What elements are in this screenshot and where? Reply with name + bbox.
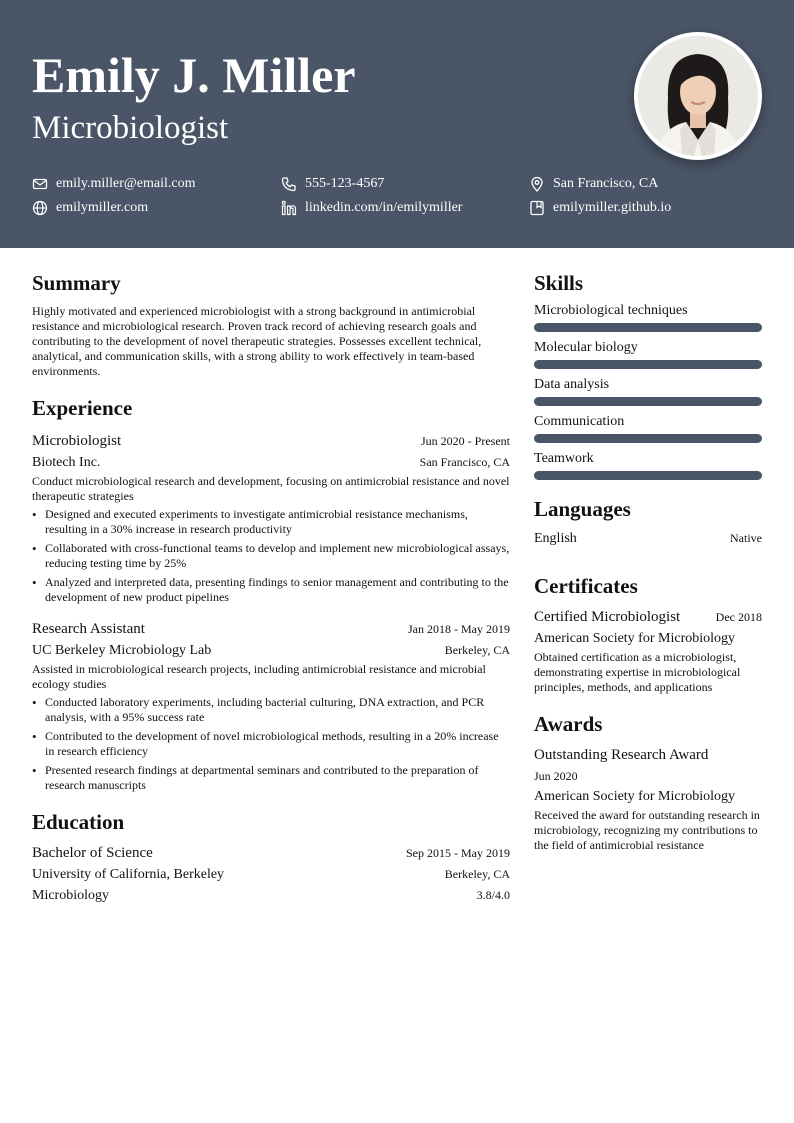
- skill-name: Molecular biology: [534, 340, 638, 355]
- language-name: English: [534, 531, 577, 546]
- side-column: [534, 266, 762, 853]
- github-text: emilymiller.github.io: [553, 200, 672, 215]
- contact-location: [529, 175, 658, 193]
- job-description: Assisted in microbiological research projects, including antimicrobial resistance and microbial ecology studies: [32, 662, 486, 691]
- job-title: Microbiologist: [32, 110, 229, 146]
- gpa: 3.8/4.0: [476, 888, 510, 902]
- skills-list: [534, 301, 762, 480]
- skill-name: Microbiological techniques: [534, 303, 688, 318]
- certificates-section: [534, 569, 762, 695]
- job-location: San Francisco, CA: [419, 455, 510, 469]
- location-pin-icon: [529, 176, 545, 192]
- list-item: • Presented research findings at departmental seminars and contributed to the preparation of research manuscripts: [32, 763, 510, 793]
- certificates-heading: Certificates: [534, 574, 638, 598]
- job-entry: [32, 431, 510, 605]
- job-company: UC Berkeley Microbiology Lab: [32, 643, 212, 658]
- certificate-issuer: American Society for Microbiology: [534, 631, 736, 646]
- contact-phone[interactable]: [281, 175, 384, 193]
- main-column: [32, 266, 510, 906]
- skills-heading: Skills: [534, 271, 584, 295]
- degree: Bachelor of Science: [32, 845, 153, 861]
- certificate-name: Certified Microbiologist: [534, 609, 681, 625]
- contact-linkedin[interactable]: [281, 199, 462, 217]
- summary-section: [32, 266, 510, 379]
- job-dates: Jun 2020 - Present: [421, 434, 510, 448]
- education-heading: Education: [32, 810, 125, 834]
- school-location: Berkeley, CA: [444, 867, 510, 881]
- major: Microbiology: [32, 888, 109, 903]
- school-name: University of California, Berkeley: [32, 867, 225, 882]
- phone-icon: [281, 176, 297, 192]
- list-item: • Analyzed and interpreted data, presenting findings to senior management and contributing to the development of new product pipelines: [32, 575, 510, 605]
- award-name: Outstanding Research Award: [534, 747, 709, 763]
- contact-github[interactable]: [529, 199, 671, 217]
- contact-email[interactable]: [32, 175, 196, 193]
- skill-name: Teamwork: [534, 451, 594, 466]
- profile-photo: [634, 32, 762, 160]
- job-title: Research Assistant: [32, 621, 145, 637]
- job-entry: [32, 619, 510, 793]
- summary-text: Highly motivated and experienced microbiologist with a strong background in antimicrobial resistance and microbiological research. Proven track record of achieving research goals and contributing to the development of novel therapeutic strategies. Possesses excellent technical, analytical, and communication skills, with a strong ability to work effectively in team-based environments.: [32, 304, 482, 378]
- skill-name: Data analysis: [534, 377, 610, 392]
- skill-bar: [534, 323, 762, 332]
- job-title: Microbiologist: [32, 433, 122, 449]
- candidate-name: Emily J. Miller: [32, 47, 356, 103]
- languages-section: [534, 492, 762, 549]
- globe-icon: [32, 200, 48, 216]
- job-company: Biotech Inc.: [32, 455, 101, 470]
- job-bullets: [32, 695, 510, 793]
- list-item: • Collaborated with cross-functional teams to develop and implement new microbiological assays, reducing testing time by 25%: [32, 541, 510, 571]
- languages-heading: Languages: [534, 497, 631, 521]
- job-description: Conduct microbiological research and development, focusing on antimicrobial resistance and novel therapeutic strategies: [32, 474, 510, 503]
- resume-header: [0, 0, 794, 248]
- experience-section: [32, 391, 510, 793]
- education-dates: Sep 2015 - May 2019: [406, 846, 510, 860]
- awards-heading: Awards: [534, 712, 603, 736]
- award-date: Jun 2020: [534, 769, 578, 783]
- skill-bar: [534, 471, 762, 480]
- award-description: Received the award for outstanding research in microbiology, recognizing my contributions to the field of antimicrobial resistance: [534, 808, 760, 852]
- list-item: • Contributed to the development of novel microbiological methods, resulting in a 20% increase in research efficiency: [32, 729, 510, 759]
- contact-website[interactable]: [32, 199, 148, 217]
- location-text: San Francisco, CA: [553, 176, 659, 191]
- skill-bar: [534, 434, 762, 443]
- linkedin-icon: [281, 200, 297, 216]
- summary-heading: Summary: [32, 271, 121, 295]
- email-text: emily.miller@email.com: [56, 176, 196, 191]
- skill-bar: [534, 397, 762, 406]
- skill-bar: [534, 360, 762, 369]
- phone-text: 555-123-4567: [305, 176, 385, 191]
- awards-section: [534, 707, 762, 853]
- job-location: Berkeley, CA: [444, 643, 510, 657]
- language-row: [534, 528, 762, 549]
- skill-name: Communication: [534, 414, 625, 429]
- job-dates: Jan 2018 - May 2019: [408, 622, 510, 636]
- education-section: [32, 805, 510, 906]
- skills-section: [534, 266, 762, 480]
- list-item: • Conducted laboratory experiments, including bacterial culturing, DNA extraction, and PCR analysis, with a 95% success rate: [32, 695, 510, 725]
- mail-icon: [32, 176, 48, 192]
- list-item: • Designed and executed experiments to investigate antimicrobial resistance mechanisms, resulting in a 30% increase in research productivity: [32, 507, 510, 537]
- linkedin-text: linkedin.com/in/emilymiller: [305, 200, 463, 215]
- job-bullets: [32, 507, 510, 605]
- experience-heading: Experience: [32, 396, 133, 420]
- bookmark-icon: [529, 200, 545, 216]
- certificate-date: Dec 2018: [715, 610, 762, 624]
- website-text: emilymiller.com: [56, 200, 149, 215]
- certificate-description: Obtained certification as a microbiologist, demonstrating expertise in microbiological principles, methods, and applications: [534, 650, 741, 694]
- language-level: Native: [730, 531, 762, 545]
- award-issuer: American Society for Microbiology: [534, 789, 736, 804]
